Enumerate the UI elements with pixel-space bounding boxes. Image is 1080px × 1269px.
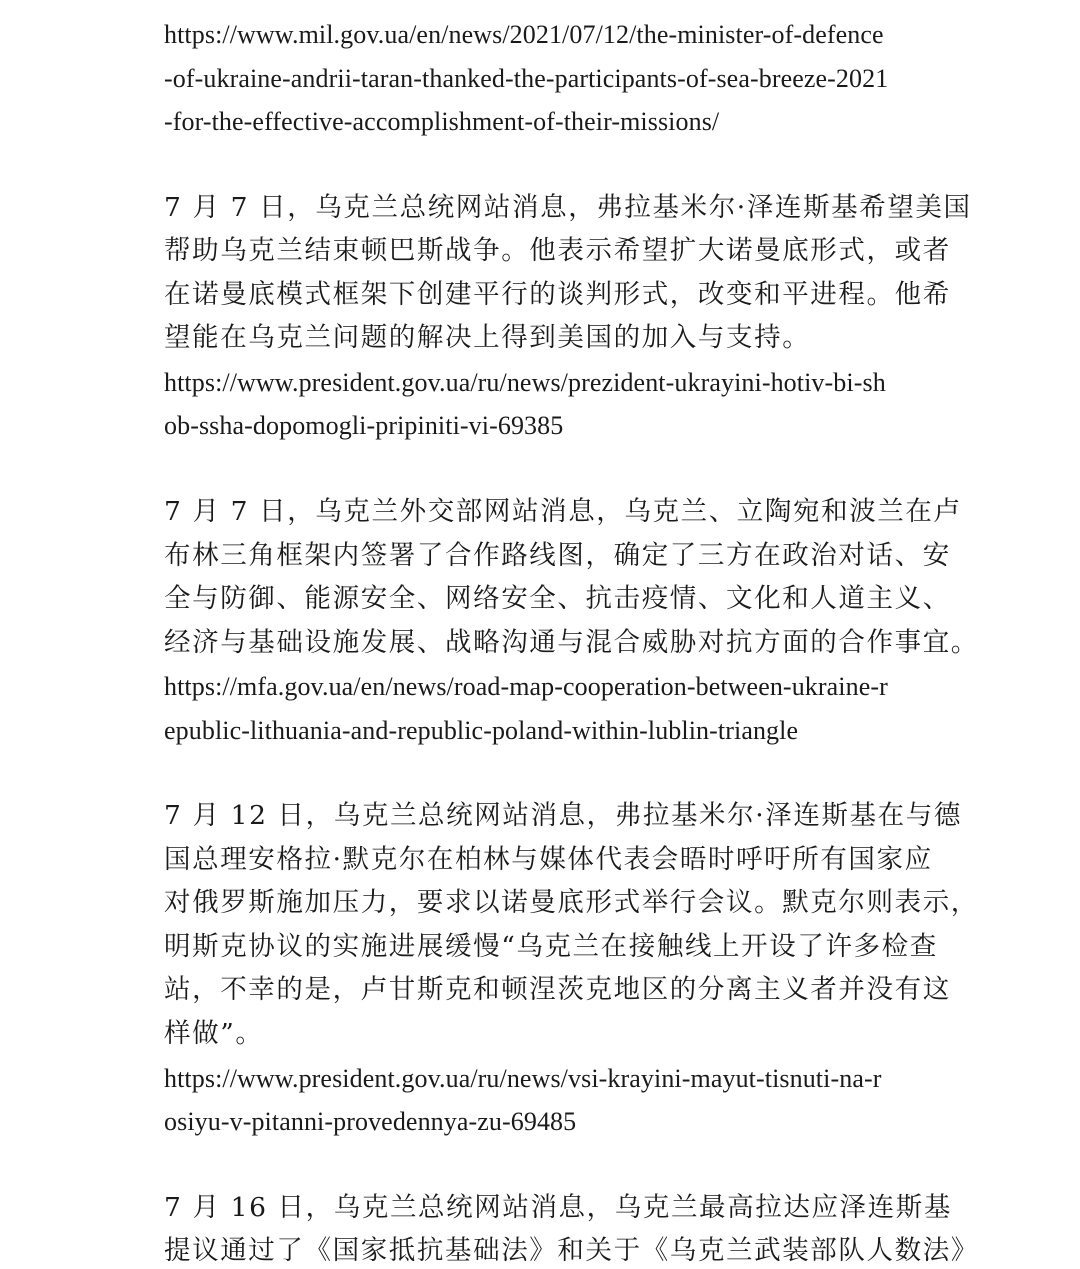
- paragraph-line: 帮助乌克兰结束顿巴斯战争。他表示希望扩大诺曼底形式，或者: [164, 235, 951, 266]
- paragraph-line: 国总理安格拉·默克尔在柏林与媒体代表会晤时呼吁所有国家应: [164, 844, 933, 875]
- paragraph-line: 7 月 7 日，乌克兰总统网站消息，弗拉基米尔·泽连斯基希望美国: [164, 192, 972, 223]
- paragraph-line: 7 月 16 日，乌克兰总统网站消息，乌克兰最高拉达应泽连斯基: [164, 1192, 952, 1223]
- paragraph-line: 明斯克协议的实施进展缓慢“乌克兰在接触线上开设了许多检查: [164, 931, 938, 962]
- paragraph-line: 望能在乌克兰问题的解决上得到美国的加入与支持。: [164, 322, 811, 353]
- source-link[interactable]: https://mfa.gov.ua/en/news/road-map-cooperation-between-ukraine-r: [164, 672, 888, 701]
- paragraph-line: 站，不幸的是，卢甘斯克和顿涅茨克地区的分离主义者并没有这: [164, 974, 951, 1005]
- paragraph-line: 全与防御、能源安全、网络安全、抗击疫情、文化和人道主义、: [164, 583, 951, 614]
- source-link[interactable]: -of-ukraine-andrii-taran-thanked-the-participants-of-sea-breeze-2021: [164, 64, 889, 93]
- paragraph-line: 样做”。: [164, 1018, 264, 1049]
- paragraph-line: 对俄罗斯施加压力，要求以诺曼底形式举行会议。默克尔则表示，: [164, 887, 979, 918]
- source-link[interactable]: https://www.president.gov.ua/ru/news/vsi-krayini-mayut-tisnuti-na-r: [164, 1064, 882, 1093]
- source-link[interactable]: ob-ssha-dopomogli-pripiniti-vi-69385: [164, 411, 564, 440]
- source-link[interactable]: https://www.mil.gov.ua/en/news/2021/07/12/the-minister-of-defence: [164, 20, 884, 49]
- paragraph-line: 在诺曼底模式框架下创建平行的谈判形式，改变和平进程。他希: [164, 279, 951, 310]
- source-link[interactable]: osiyu-v-pitanni-provedennya-zu-69485: [164, 1107, 577, 1136]
- source-link[interactable]: epublic-lithuania-and-republic-poland-within-lublin-triangle: [164, 716, 799, 745]
- source-link[interactable]: https://www.president.gov.ua/ru/news/prezident-ukrayini-hotiv-bi-sh: [164, 368, 886, 397]
- paragraph-line: 提议通过了《国家抵抗基础法》和关于《乌克兰武装部队人数法》: [164, 1235, 979, 1266]
- paragraph-line: 经济与基础设施发展、战略沟通与混合威胁对抗方面的合作事宜。: [164, 627, 979, 658]
- source-link[interactable]: -for-the-effective-accomplishment-of-their-missions/: [164, 107, 720, 136]
- paragraph-line: 7 月 12 日，乌克兰总统网站消息，弗拉基米尔·泽连斯基在与德: [164, 800, 962, 831]
- paragraph-line: 7 月 7 日，乌克兰外交部网站消息，乌克兰、立陶宛和波兰在卢: [164, 496, 962, 527]
- paragraph-line: 布林三角框架内签署了合作路线图，确定了三方在政治对话、安: [164, 540, 951, 571]
